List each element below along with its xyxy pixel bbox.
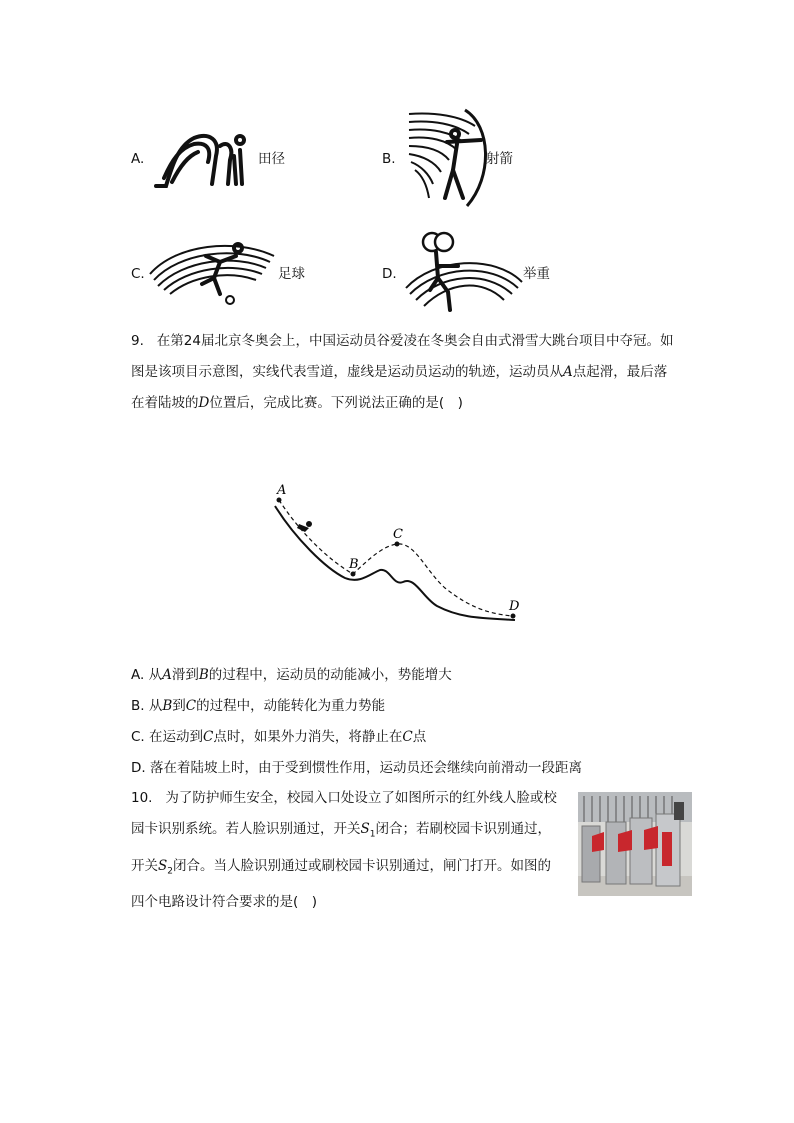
- turnstile-photo: [578, 792, 692, 896]
- label-c: C: [393, 527, 403, 542]
- point-a: [277, 498, 282, 503]
- question-9-line-3b: 位置后，完成比赛。下列说法正确的是( ): [209, 395, 463, 411]
- question-9-text: [131, 326, 691, 419]
- option-d-letter: D.: [382, 266, 397, 282]
- question-10-number: 10.: [131, 790, 153, 806]
- option-b-label: 射箭: [486, 151, 513, 167]
- question-10-text: 10. 为了防护师生安全，校园入口处设立了如图所示的红外线人脸或校 园卡识别系统。若人脸识别通过，开关$S_1$闭合；若刷校园卡识别通过， 开关$S_2$闭合。当人脸识别通过或刷校园卡识别通过，闸门打开。如图的 四个电路设计符合要求的是( ): [131, 790, 557, 911]
- question-9-line-2b: 点起滑，最后落: [572, 364, 668, 380]
- switch-s2: S: [158, 857, 168, 874]
- q9-option-a: A. 从A滑到B的过程中，运动员的动能减小，势能增大: [131, 667, 452, 683]
- q9-option-b: B. 从B到C的过程中，动能转化为重力势能: [131, 698, 386, 714]
- question-9-number: 9.: [131, 333, 144, 349]
- weightlifting-pictogram: [404, 230, 524, 312]
- point-d: [511, 614, 516, 619]
- label-d: D: [509, 599, 520, 614]
- label-b: B: [349, 557, 359, 572]
- var-a: A: [563, 364, 573, 380]
- football-pictogram: [146, 234, 276, 306]
- point-b: [351, 572, 356, 577]
- point-c: [395, 542, 400, 547]
- switch-s1: S: [360, 821, 370, 837]
- athletics-pictogram: [150, 126, 250, 196]
- archery-pictogram: [405, 106, 495, 210]
- q9-option-c: C. 在运动到C点时，如果外力消失，将静止在C点: [131, 729, 427, 745]
- option-a-letter: A.: [131, 151, 145, 167]
- ski-jump-diagram: [265, 478, 525, 628]
- question-9-line-2a: 图是该项目示意图，实线代表雪道，虚线是运动员运动的轨迹，运动员从: [131, 364, 563, 380]
- trajectory-dashed: [279, 500, 513, 616]
- label-a: A: [277, 483, 287, 498]
- q9-option-d: D. 落在着陆坡上时，由于受到惯性作用，运动员还会继续向前滑动一段距离: [131, 760, 582, 776]
- skier-icon: [297, 521, 312, 532]
- question-9-line-1: 在第24届北京冬奥会上，中国运动员谷爱凌在冬奥会自由式滑雪大跳台项目中夺冠。如: [156, 333, 674, 349]
- option-c-label: 足球: [278, 266, 305, 282]
- option-b-letter: B.: [382, 151, 396, 167]
- var-d: D: [198, 395, 210, 411]
- option-c-letter: C.: [131, 266, 145, 282]
- question-9-options: [131, 660, 691, 784]
- question-9-line-3a: 在着陆坡的: [131, 395, 199, 411]
- option-a-label: 田径: [258, 151, 285, 167]
- option-d-label: 举重: [523, 266, 550, 282]
